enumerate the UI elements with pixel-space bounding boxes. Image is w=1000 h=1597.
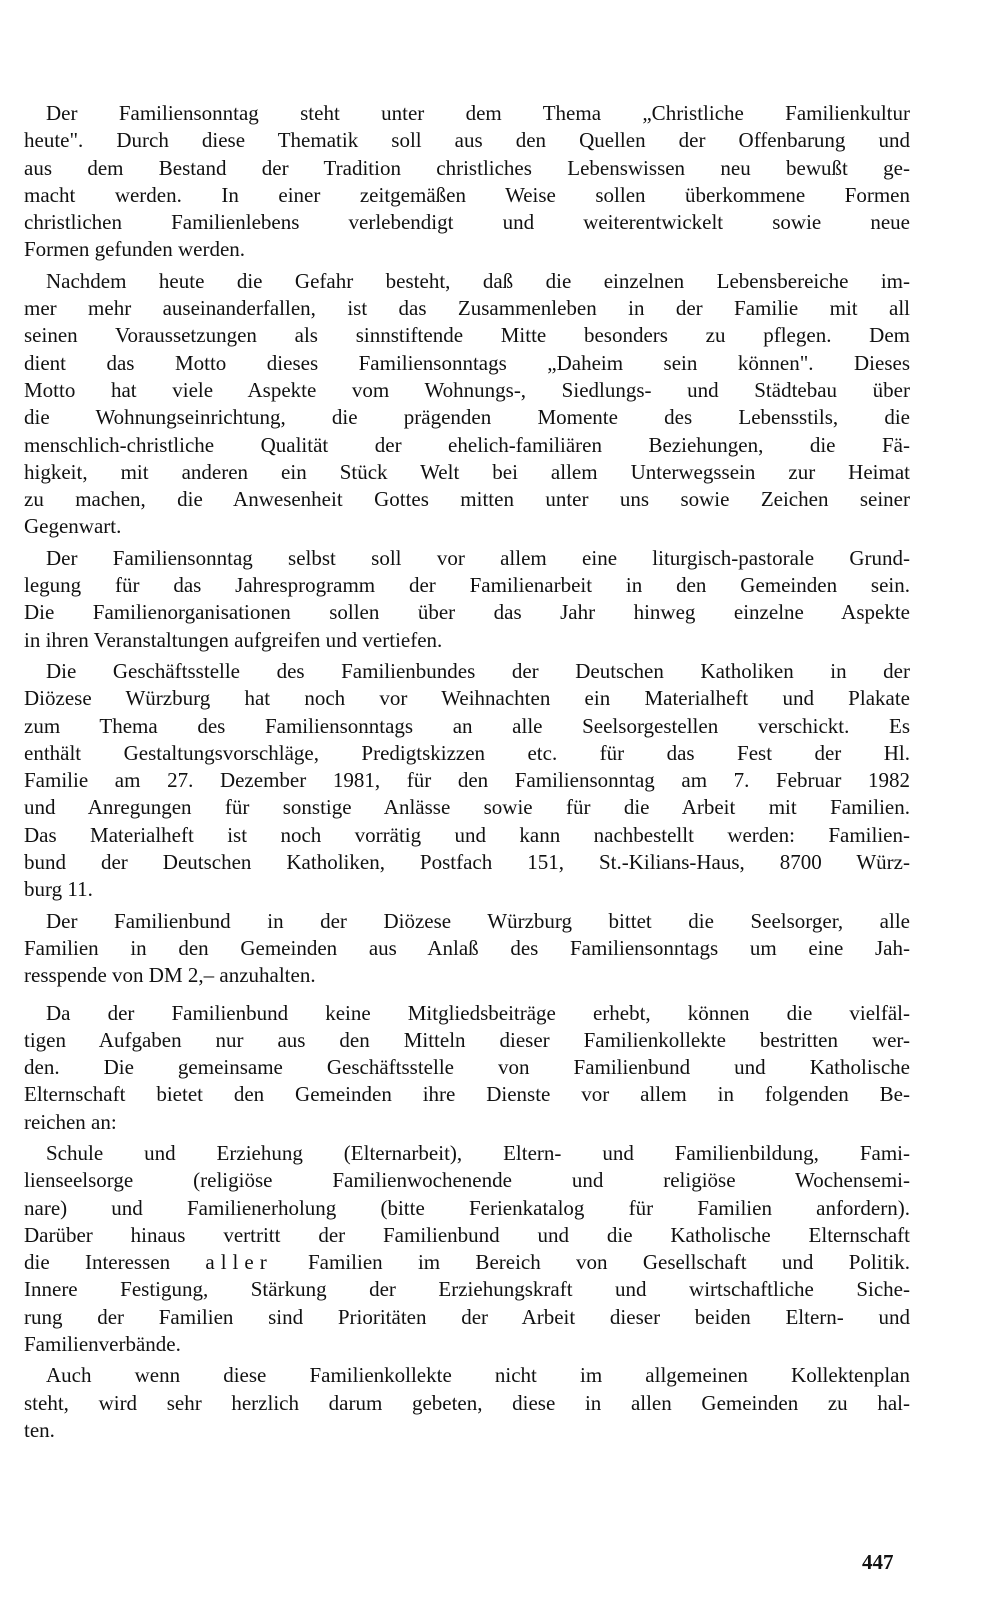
paragraph-2 bbox=[24, 268, 910, 541]
text-line: nare) und Familienerholung (bitte Ferienkatalog für Familien anfordern). bbox=[24, 1195, 910, 1220]
text-line: ten. bbox=[24, 1417, 55, 1442]
text-line: den. Die gemeinsame Geschäftsstelle von Familienbund und Katholische bbox=[24, 1055, 910, 1080]
text-line: Formen gefunden werden. bbox=[24, 237, 246, 262]
text-line: Das Materialheft ist noch vorrätig und kann nachbestellt werden: Familien- bbox=[24, 822, 910, 847]
paragraph-8 bbox=[24, 1362, 910, 1444]
paragraph-1 bbox=[24, 100, 910, 264]
text-line: steht, wird sehr herzlich darum gebeten, diese in allen Gemeinden zu hal- bbox=[24, 1390, 910, 1415]
paragraph-4 bbox=[24, 658, 910, 904]
text-line: Nachdem heute die Gefahr besteht, daß die einzelnen Lebensbereiche im- bbox=[46, 268, 910, 293]
text-line: Elternschaft bietet den Gemeinden ihre Dienste vor allem in folgenden Be- bbox=[24, 1082, 910, 1107]
text-line: legung für das Jahresprogramm der Familienarbeit in den Gemeinden sein. bbox=[24, 573, 910, 598]
text-line: Familien in den Gemeinden aus Anlaß des Familiensonntags um eine Jah- bbox=[24, 935, 910, 960]
text-line: enthält Gestaltungsvorschläge, Predigtskizzen etc. für das Fest der Hl. bbox=[24, 740, 910, 765]
paragraph-5 bbox=[24, 908, 910, 990]
text-line: Familie am 27. Dezember 1981, für den Familiensonntag am 7. Februar 1982 bbox=[24, 768, 910, 793]
text-line: rung der Familien sind Prioritäten der Arbeit dieser beiden Eltern- und bbox=[24, 1304, 910, 1329]
text-line: Auch wenn diese Familienkollekte nicht im allgemeinen Kollektenplan bbox=[46, 1363, 910, 1388]
text-line: Innere Festigung, Stärkung der Erziehungskraft und wirtschaftliche Siche- bbox=[24, 1277, 910, 1302]
text-line: tigen Aufgaben nur aus den Mitteln dieser Familienkollekte bestritten wer- bbox=[24, 1027, 910, 1052]
text-line: reichen an: bbox=[24, 1109, 117, 1134]
text-line: Gegenwart. bbox=[24, 514, 122, 539]
text-line: Diözese Würzburg hat noch vor Weihnachten ein Materialheft und Plakate bbox=[24, 686, 910, 711]
text-line: die Wohnungseinrichtung, die prägenden Momente des Lebensstils, die bbox=[24, 405, 910, 430]
paragraph-6 bbox=[24, 1000, 910, 1136]
text-line: lienseelsorge (religiöse Familienwochenende und religiöse Wochensemi- bbox=[24, 1168, 910, 1193]
text-line: bund der Deutschen Katholiken, Postfach 151, St.-Kilians-Haus, 8700 Würz- bbox=[24, 850, 910, 875]
paragraph-3 bbox=[24, 545, 910, 654]
text-line: Darüber hinaus vertritt der Familienbund und die Katholische Elternschaft bbox=[24, 1222, 910, 1247]
text-line: Motto hat viele Aspekte vom Wohnungs-, Siedlungs- und Städtebau über bbox=[24, 377, 910, 402]
text-line: Der Familiensonntag selbst soll vor allem eine liturgisch-pastorale Grund- bbox=[46, 545, 910, 570]
text-line: higkeit, mit anderen ein Stück Welt bei allem Unterwegssein zur Heimat bbox=[24, 459, 910, 484]
text-line: menschlich-christliche Qualität der ehelich-familiären Beziehungen, die Fä- bbox=[24, 432, 910, 457]
text-line: Der Familienbund in der Diözese Würzburg bittet die Seelsorger, alle bbox=[46, 908, 910, 933]
text-line: und Anregungen für sonstige Anlässe sowie für die Arbeit mit Familien. bbox=[24, 795, 910, 820]
text-line: Familienverbände. bbox=[24, 1332, 181, 1357]
text-line: in ihren Veranstaltungen aufgreifen und vertiefen. bbox=[24, 627, 443, 652]
text-line: Da der Familienbund keine Mitgliedsbeiträge erhebt, können die vielfäl- bbox=[46, 1000, 910, 1025]
text-line: zum Thema des Familiensonntags an alle Seelsorgestellen verschickt. Es bbox=[24, 713, 910, 738]
text-line: Schule und Erziehung (Elternarbeit), Eltern- und Familienbildung, Fami- bbox=[46, 1140, 910, 1165]
text-line: heute". Durch diese Thematik soll aus den Quellen der Offenbarung und bbox=[24, 128, 910, 153]
text-line: burg 11. bbox=[24, 877, 93, 902]
emphasis-word: aller bbox=[205, 1250, 273, 1275]
text-segment: Familien im Bereich von Gesellschaft und Politik. bbox=[272, 1250, 910, 1275]
text-line: mer mehr auseinanderfallen, ist das Zusammenleben in der Familie mit all bbox=[24, 296, 910, 321]
page-number: 447 bbox=[862, 1550, 894, 1574]
document-body bbox=[24, 100, 910, 1444]
text-line: aus dem Bestand der Tradition christliches Lebenswissen neu bewußt ge- bbox=[24, 155, 910, 180]
text-line: macht werden. In einer zeitgemäßen Weise sollen überkommene Formen bbox=[24, 182, 910, 207]
text-line: resspende von DM 2,– anzuhalten. bbox=[24, 963, 316, 988]
text-line: dient das Motto dieses Familiensonntags „Daheim sein können". Dieses bbox=[24, 350, 910, 375]
text-line: zu machen, die Anwesenheit Gottes mitten unter uns sowie Zeichen seiner bbox=[24, 487, 910, 512]
text-segment: die Interessen bbox=[24, 1250, 206, 1275]
text-line: seinen Voraussetzungen als sinnstiftende Mitte besonders zu pflegen. Dem bbox=[24, 323, 910, 348]
paragraph-7 bbox=[24, 1140, 910, 1358]
text-line: Die Familienorganisationen sollen über das Jahr hinweg einzelne Aspekte bbox=[24, 600, 910, 625]
text-line: Der Familiensonntag steht unter dem Thema „Christliche Familienkultur bbox=[46, 101, 910, 125]
text-line-emphasis bbox=[24, 1249, 910, 1276]
text-line: christlichen Familienlebens verlebendigt und weiterentwickelt sowie neue bbox=[24, 210, 910, 235]
text-line: Die Geschäftsstelle des Familienbundes der Deutschen Katholiken in der bbox=[46, 658, 910, 683]
